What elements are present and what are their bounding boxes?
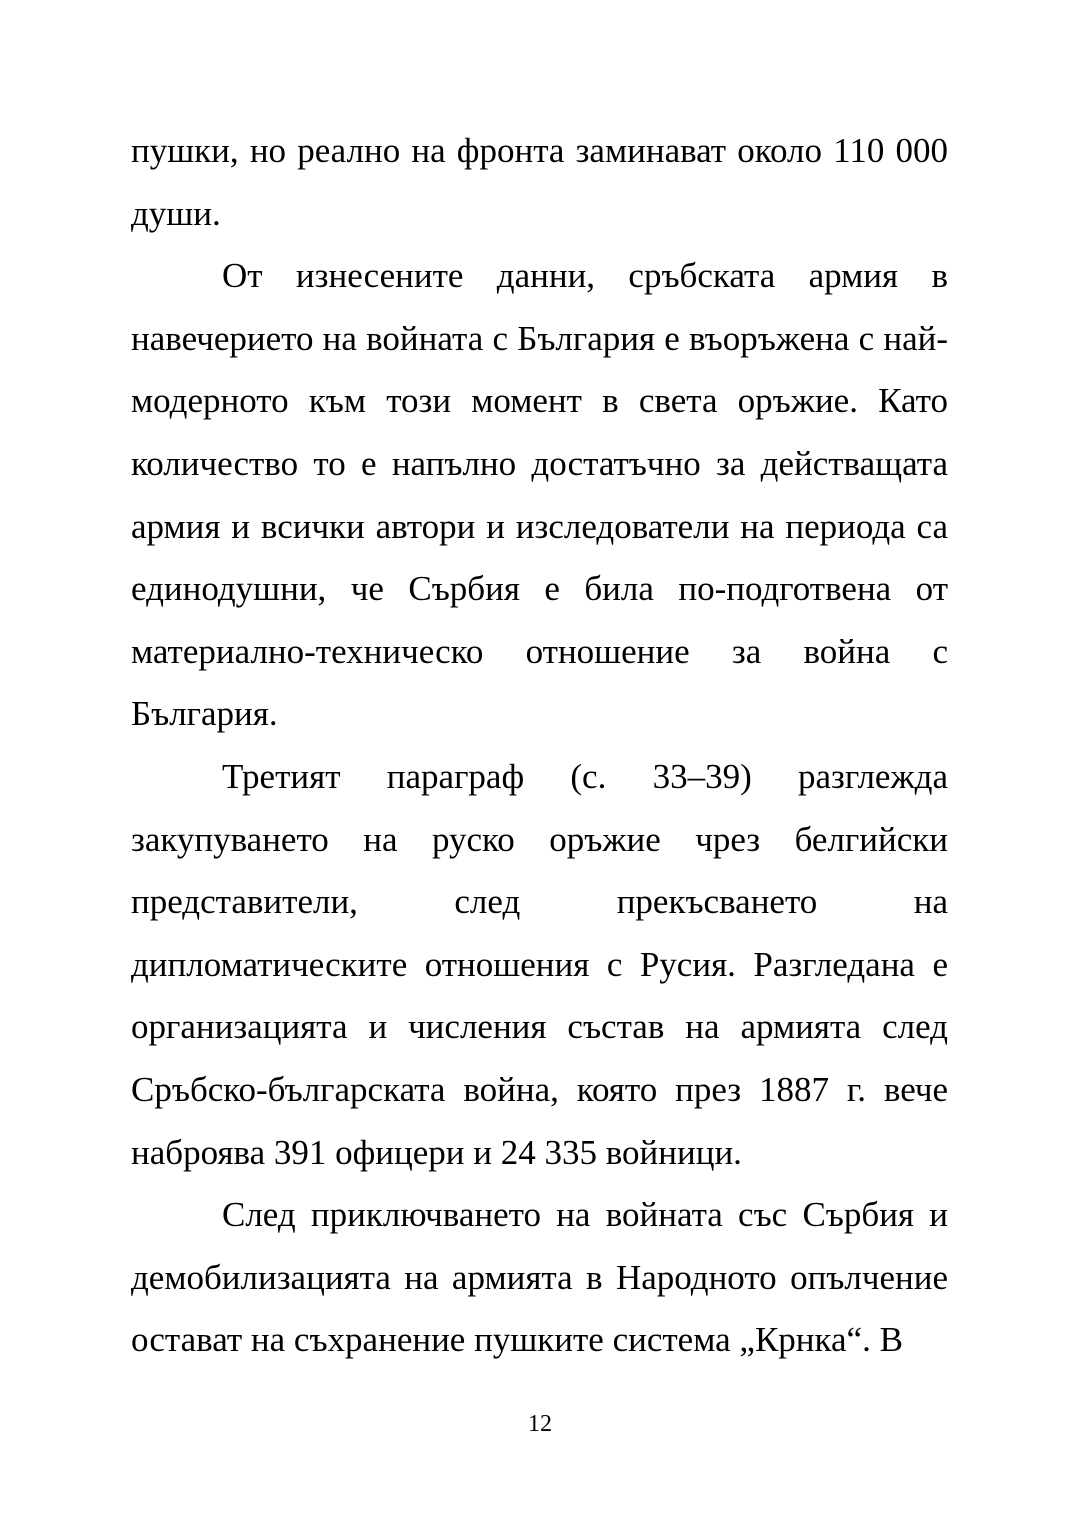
- paragraph-1: пушки, но реално на фронта заминават около 110 000 души.: [131, 131, 948, 233]
- paragraph-2: От изнесените данни, сръбската армия в навечерието на войната с България е въоръжена с най-модерното към този момент в света оръжие. Като количество то е напълно достатъчно за действащата армия и всички автори и изследователи на периода са единодушни, че Сърбия е била по-подготвена от материално-техническо отношение за война с България.: [131, 256, 948, 734]
- body-text: [131, 120, 948, 1372]
- paragraph-3: Третият параграф (с. 33–39) разглежда закупуването на руско оръжие чрез белгийски представители, след прекъсването на дипломатическите отношения с Русия. Разгледана е организацията и числения състав на армията след Сръбско-българската война, която през 1887 г. вече наброява 391 офицери и 24 335 войници.: [131, 756, 948, 1172]
- paragraph-4: След приключването на войната със Сърбия и демобилизацията на армията в Народното опълчение остават на съхранение пушките система „Крнка“. В: [131, 1195, 948, 1360]
- page-number: 12: [528, 1411, 552, 1437]
